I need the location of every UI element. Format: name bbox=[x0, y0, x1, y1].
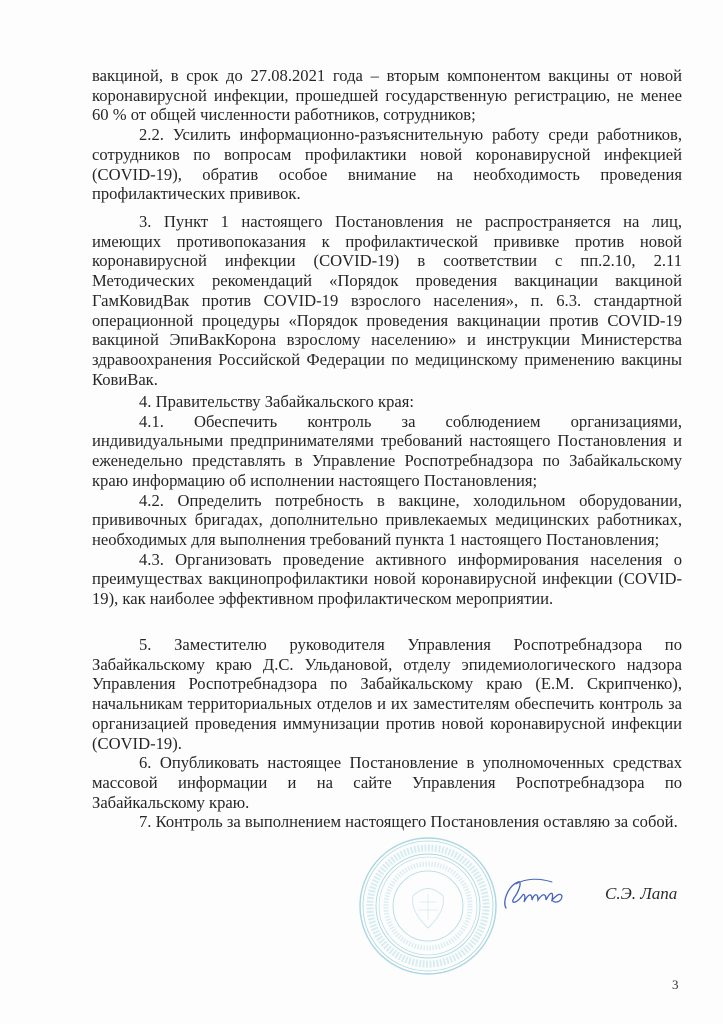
text-block-clause-4 bbox=[92, 392, 682, 609]
paragraph-6: 6. Опубликовать настоящее Постановление в уполномоченных средствах массовой информации и на сайте Управления Роспотребнадзора по Забайкальскому краю. bbox=[92, 753, 682, 812]
paragraph-4: 4. Правительству Забайкальского края: bbox=[139, 392, 414, 411]
paragraph-2-2: 2.2. Усилить информационно-разъяснительную работу среди работников, сотрудников по вопросам профилактики новой коронавирусной инфекцией (COVID-19), обратив особое внимание на необходимость проведения профилактических прививок. bbox=[92, 125, 682, 204]
paragraph-7: 7. Контроль за выполнением настоящего Постановления оставляю за собой. bbox=[139, 812, 678, 832]
paragraph-2-1-continuation: вакциной, в срок до 27.08.2021 года – вторым компонентом вакцины от новой коронавирусной инфекции, прошедшей государственную регистрацию, не менее 60 % от общей численности работников, сотрудников; bbox=[92, 66, 682, 125]
paragraph-4-1: 4.1. Обеспечить контроль за соблюдением организациями, индивидуальными предпринимателями требований настоящего Постановления и еженедельно представлять в Управление Роспотребнадзора по Забайкальскому краю информацию об исполнении настоящего Постановления; bbox=[92, 411, 682, 490]
official-stamp-seal bbox=[358, 836, 498, 976]
handwritten-signature bbox=[500, 874, 570, 914]
paragraph-4-3: 4.3. Организовать проведение активного информирования населения о преимуществах вакцинопрофилактики новой коронавирусной инфекции (COVID-19), как наиболее эффективном профилактическом мероприятии. bbox=[92, 549, 682, 609]
text-block-clauses-5-7 bbox=[92, 635, 682, 832]
paragraph-5: 5. Заместителю руководителя Управления Роспотребнадзора по Забайкальскому краю Д.С. Ульдановой, отделу эпидемиологического надзора Управления Роспотребнадзора по Забайкальскому краю (Е.М. Скрипченко), начальникам территориальных отделов и их заместителям обеспечить контроль за организацией проведения иммунизации против новой коронавирусной инфекции (COVID-19). bbox=[92, 635, 682, 753]
page-number: 3 bbox=[672, 977, 679, 992]
paragraph-3: 3. Пункт 1 настоящего Постановления не распространяется на лиц, имеющих противопоказания к профилактической прививке против новой коронавирусной инфекции (COVID-19) в соответствии с пп.2.10, 2.11 Методических рекомендаций «Порядок проведения вакцинации вакциной ГамКовидВак против COVID-19 взрослого населения», п. 6.3. стандартной операционной процедуры «Порядок проведения вакцинации против COVID-19 вакциной ЭпиВакКорона взрослому населению» и инструкции Министерства здравоохранения Российской Федерации по медицинскому применению вакцины КовиВак. bbox=[92, 212, 682, 389]
text-block-clause-2 bbox=[92, 66, 682, 204]
paragraph-4-2: 4.2. Определить потребность в вакцине, холодильном оборудовании, прививочных бригадах, дополнительно привлекаемых медицинских работниках, необходимых для выполнения требований пункта 1 настоящего Постановления; bbox=[92, 490, 682, 549]
signer-name: С.Э. Лапа bbox=[605, 884, 678, 903]
text-block-clause-3 bbox=[92, 212, 682, 389]
